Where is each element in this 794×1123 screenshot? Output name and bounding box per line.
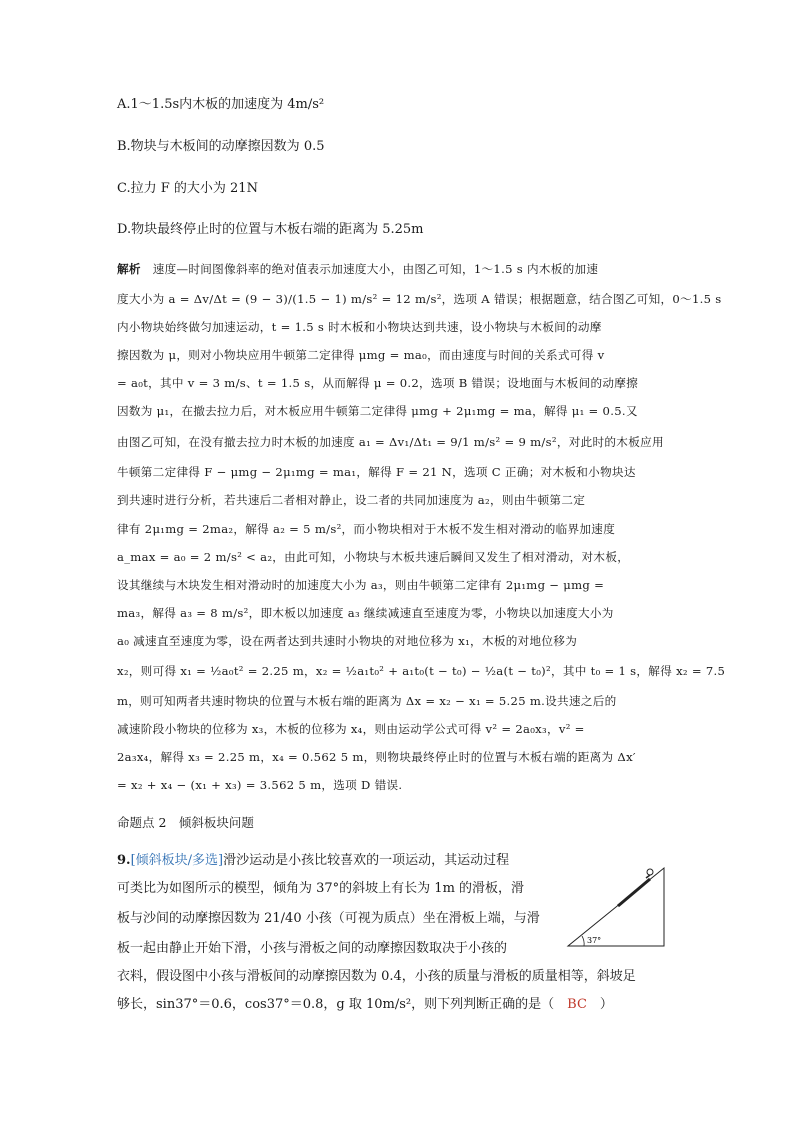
answer-text: BC <box>567 997 587 1012</box>
solution-line: 律有 2μ₁mg = 2ma₂，解得 a₂ = 5 m/s²，而小物块相对于木板不发生相对滑动的临界加速度 <box>117 522 616 536</box>
solution-line: x₂，则可得 x₁ = ½a₀t² = 2.25 m，x₂ = ½a₁t₀² + a₁t₀(t − t₀) − ½a(t − t₀)²，其中 t₀ = 1 s，解得 x₂ = 7.5 <box>117 664 726 678</box>
question-line: 板与沙间的动摩擦因数为 21/40 小孩（可视为质点）坐在滑板上端，与滑 <box>117 911 540 926</box>
question-tag: [倾斜板块/多选] <box>130 853 224 868</box>
solution-line: 内小物块始终做匀加速运动，t = 1.5 s 时木板和小物块达到共速，设小物块与木板间的动摩 <box>117 320 602 334</box>
solution-line: 因数为 μ₁，在撤去拉力后，对木板应用牛顿第二定律得 μmg + 2μ₁mg = ma，解得 μ₁ = 0.5.又 <box>117 404 638 418</box>
option-c: C.拉力 F 的大小为 21N <box>117 181 258 196</box>
slope-figure <box>560 858 670 953</box>
option-b: B.物块与木板间的动摩擦因数为 0.5 <box>117 139 325 154</box>
angle-label: 37° <box>587 936 602 945</box>
solution-label: 解析 <box>117 262 141 276</box>
section-title: 命题点 2 倾斜板块问题 <box>117 815 254 830</box>
solution-line: 解析 速度—时间图像斜率的绝对值表示加速度大小，由图乙可知，1～1.5 s 内木板的加速 <box>117 262 599 276</box>
question-line: 板一起由静止开始下滑，小孩与滑板之间的动摩擦因数取决于小孩的 <box>117 941 508 956</box>
solution-line: = a₀t，其中 v = 3 m/s、t = 1.5 s，从而解得 μ = 0.2，选项 B 错误；设地面与木板间的动摩擦 <box>117 376 639 390</box>
solution-line: 牛顿第二定律得 F − μmg − 2μ₁mg = ma₁，解得 F = 21 N，选项 C 正确；对木板和小物块达 <box>117 465 636 479</box>
question-number: 9. <box>117 853 131 868</box>
solution-line: 设其继续与木块发生相对滑动时的加速度大小为 a₃，则由牛顿第二定律有 2μ₁mg − μmg = <box>117 578 605 592</box>
solution-line: 擦因数为 μ，则对小物块应用牛顿第二定律得 μmg = ma₀，而由速度与时间的关系式可得 v <box>117 348 605 362</box>
solution-line: 减速阶段小物块的位移为 x₃，木板的位移为 x₄，则由运动学公式可得 v² = 2a₀x₃，v² = <box>117 722 585 736</box>
solution-line: 2a₃x₄，解得 x₃ = 2.25 m，x₄ = 0.562 5 m，则物块最终停止时的位置与木板右端的距离为 Δx′ <box>117 750 636 764</box>
sled-board <box>618 879 650 906</box>
solution-line: a_max = a₀ = 2 m/s² < a₂，由此可知，小物块与木板共速后瞬间又发生了相对滑动，对木板， <box>117 550 630 564</box>
question-line: 可类比为如图所示的模型，倾角为 37°的斜坡上有长为 1m 的滑板，滑 <box>117 881 525 896</box>
solution-line: 到共速时进行分析，若共速后二者相对静止，设二者的共同加速度为 a₂，则由牛顿第二定 <box>117 493 586 507</box>
angle-arc <box>582 936 584 946</box>
child-body <box>646 875 650 878</box>
question-line: 9.[倾斜板块/多选]滑沙运动是小孩比较喜欢的一项运动，其运动过程 <box>117 853 510 868</box>
solution-line: a₀ 减速直至速度为零，设在两者达到共速时小物块的对地位移为 x₁，木板的对地位移为 <box>117 634 578 648</box>
question-line: 衣料，假设图中小孩与滑板间的动摩擦因数为 0.4，小孩的质量与滑板的质量相等，斜坡足 <box>117 969 636 984</box>
option-a: A.1～1.5s内木板的加速度为 4m/s² <box>117 97 325 112</box>
solution-line: ma₃，解得 a₃ = 8 m/s²，即木板以加速度 a₃ 继续减速直至速度为零，小物块以加速度大小为 <box>117 606 614 620</box>
child-figure <box>647 869 653 875</box>
solution-line: 度大小为 a = Δv/Δt = (9 − 3)/(1.5 − 1) m/s² = 12 m/s²，选项 A 错误；根据题意，结合图乙可知，0～1.5 s <box>117 292 722 306</box>
question-line: 够长，sin37°＝0.6，cos37°＝0.8，g 取 10m/s²，则下列判断正确的是（ BC ） <box>117 997 613 1012</box>
solution-line: 由图乙可知，在没有撤去拉力时木板的加速度 a₁ = Δv₁/Δt₁ = 9/1 m/s² = 9 m/s²，对此时的木板应用 <box>117 435 664 449</box>
solution-line: m，则可知两者共速时物块的位置与木板右端的距离为 Δx = x₂ − x₁ = 5.25 m.设共速之后的 <box>117 694 617 708</box>
option-d: D.物块最终停止时的位置与木板右端的距离为 5.25m <box>117 222 424 237</box>
solution-line: = x₂ + x₄ − (x₁ + x₃) = 3.562 5 m，选项 D 错误. <box>117 778 403 792</box>
